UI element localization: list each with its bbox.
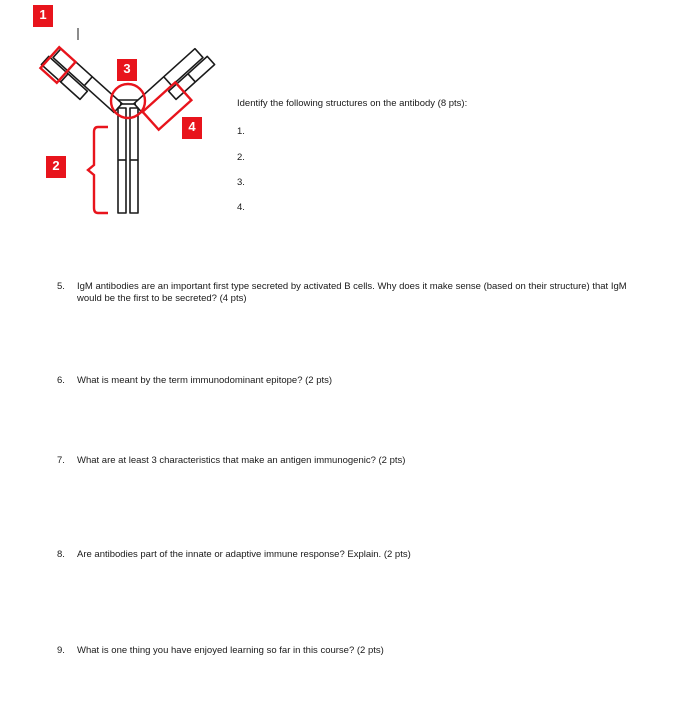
fc-stem (118, 108, 138, 213)
highlight-circle-3 (111, 84, 145, 118)
question-number: 6. (57, 375, 65, 386)
answer-blank-3: 3. (237, 177, 245, 188)
question-text: What are at least 3 characteristics that make an antigen immunogenic? (2 pts) (77, 455, 406, 466)
label-badge-2: 2 (46, 156, 66, 178)
label-badge-3: 3 (117, 59, 137, 81)
answer-blank-1: 1. (237, 126, 245, 137)
question-number: 8. (57, 549, 65, 560)
question-text: What is meant by the term immunodominant epitope? (2 pts) (77, 375, 333, 386)
question-text: Are antibodies part of the innate or adaptive immune response? Explain. (2 pts) (77, 549, 411, 560)
highlight-bracket-2 (88, 127, 108, 213)
label-badge-4: 4 (182, 117, 202, 139)
left-heavy-arm (41, 46, 122, 122)
question-text: What is one thing you have enjoyed learning so far in this course? (2 pts) (77, 645, 384, 656)
answer-blank-2: 2. (237, 152, 245, 163)
identify-prompt: Identify the following structures on the antibody (8 pts): (237, 98, 468, 109)
antibody-drawing (0, 0, 230, 230)
answer-blank-4: 4. (237, 202, 245, 213)
question-number: 9. (57, 645, 65, 656)
label-badge-1: 1 (33, 5, 53, 27)
question-text: IgM antibodies are an important first type secreted by activated B cells. Why does it make sense (based on their structure) that IgM would be the first to be secreted? (4 pts) (77, 281, 627, 304)
antibody-diagram (0, 0, 230, 230)
question-number: 7. (57, 455, 65, 466)
question-number: 5. (57, 281, 65, 292)
